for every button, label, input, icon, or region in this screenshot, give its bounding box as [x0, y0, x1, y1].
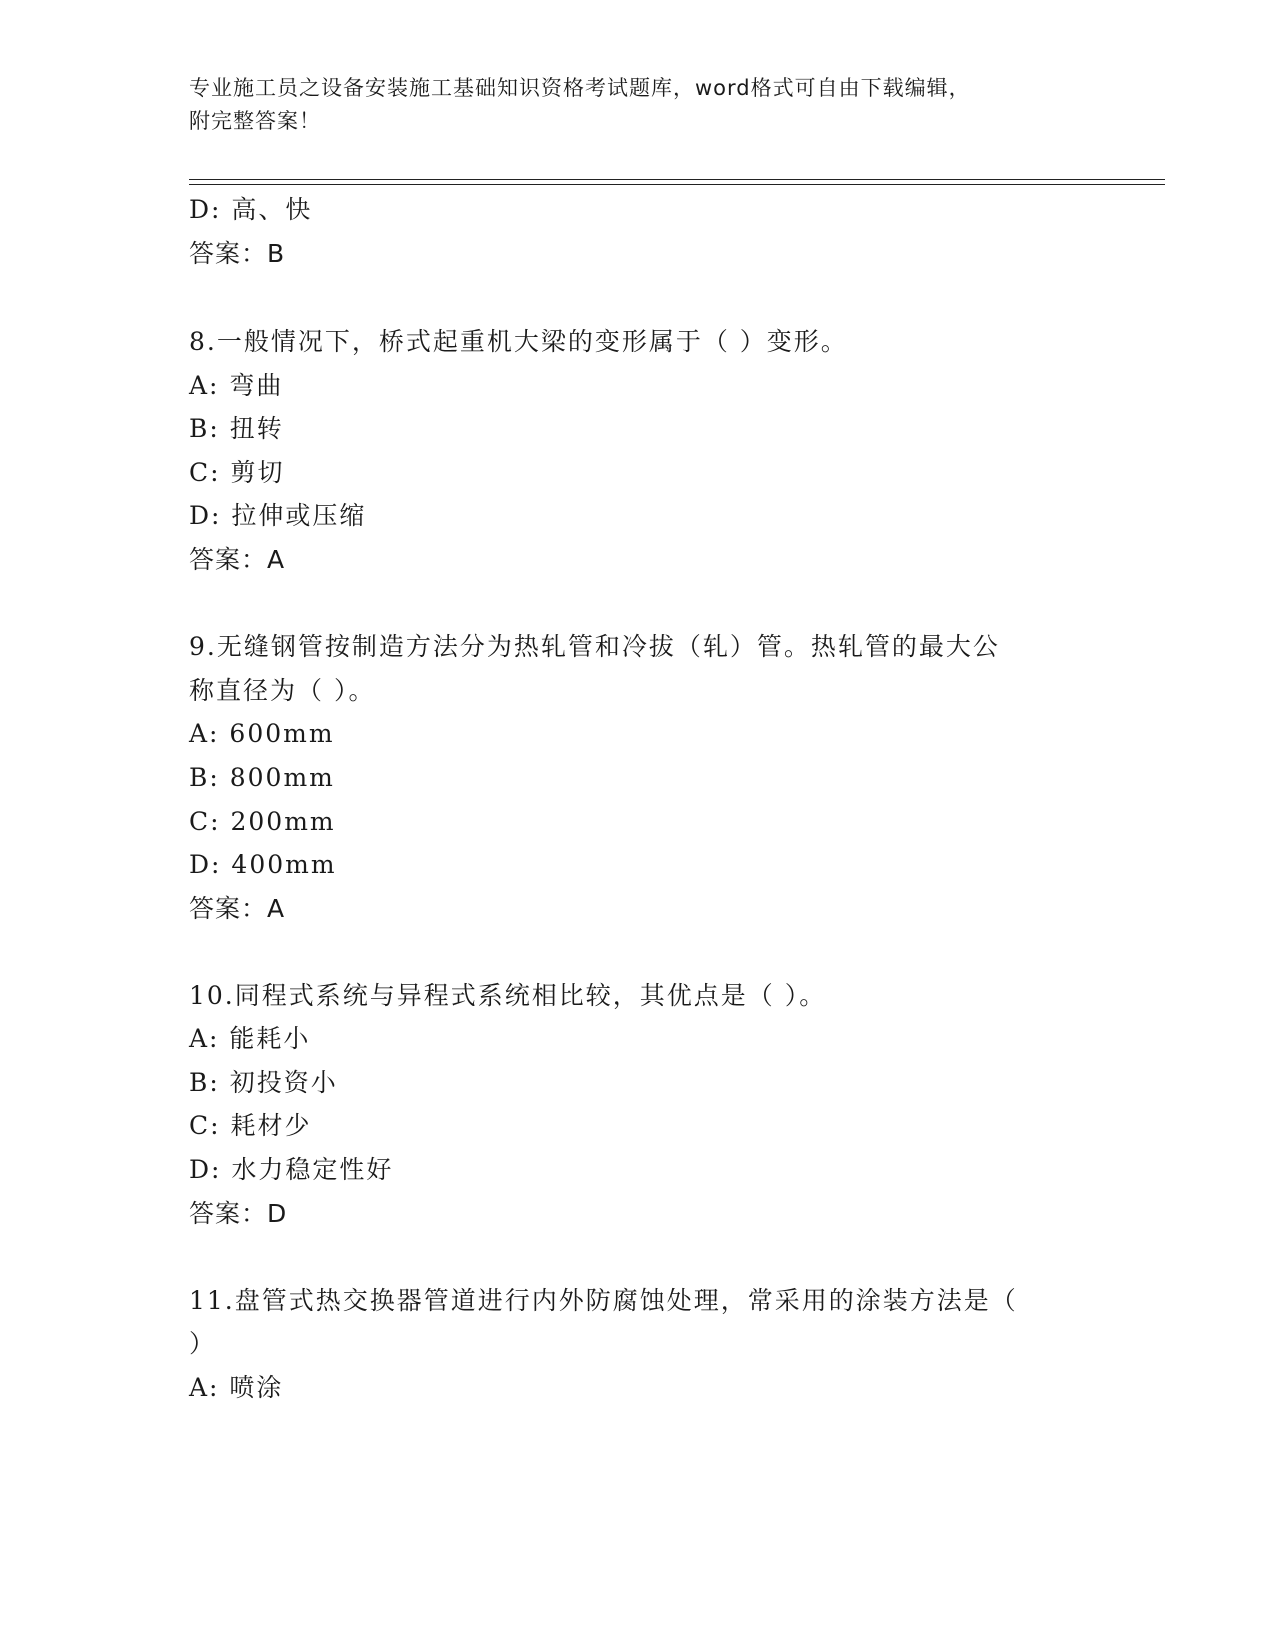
q9-option-d: D: 400mm [189, 850, 337, 879]
q9-option-b: B: 800mm [189, 763, 335, 792]
q8-option-d: D: 拉伸或压缩 [189, 501, 367, 530]
q9-option-a: A: 600mm [189, 719, 335, 748]
q8-option-c: C: 剪切 [189, 458, 285, 487]
q10-question: 10.同程式系统与异程式系统相比较，其优点是（ ）。 [189, 981, 827, 1010]
q9-option-c: C: 200mm [189, 807, 336, 836]
header-line-2: 附完整答案！ [189, 109, 321, 133]
q10-answer: 答案：D [189, 1199, 288, 1228]
q9-answer: 答案：A [189, 894, 286, 923]
header-line-1: 专业施工员之设备安装施工基础知识资格考试题库，word格式可自由下载编辑， [189, 76, 971, 100]
q10-option-c: C: 耗材少 [189, 1111, 312, 1140]
q11-question-line-2: ） [189, 1329, 217, 1358]
q11-question-line-1: 11.盘管式热交换器管道进行内外防腐蚀处理，常采用的涂装方法是（ [189, 1286, 1018, 1315]
document-header [189, 72, 1089, 138]
header-divider-bottom [189, 184, 1165, 185]
header-divider-top [189, 179, 1165, 180]
q8-option-a: A: 弯曲 [189, 371, 284, 400]
q9-question-line-2: 称直径为（ ）。 [189, 676, 376, 705]
q9-question-line-1: 9.无缝钢管按制造方法分为热轧管和冷拔（轧）管。热轧管的最大公 [189, 632, 1000, 661]
q10-option-d: D: 水力稳定性好 [189, 1155, 394, 1184]
prev-option-d: D: 高、快 [189, 195, 313, 224]
q8-question: 8.一般情况下，桥式起重机大梁的变形属于（ ）变形。 [189, 327, 848, 356]
q8-option-b: B: 扭转 [189, 414, 284, 443]
q10-option-a: A: 能耗小 [189, 1024, 311, 1053]
prev-answer: 答案：B [189, 239, 286, 268]
q11-option-a: A: 喷涂 [189, 1373, 284, 1402]
q10-option-b: B: 初投资小 [189, 1068, 338, 1097]
q8-answer: 答案：A [189, 545, 286, 574]
